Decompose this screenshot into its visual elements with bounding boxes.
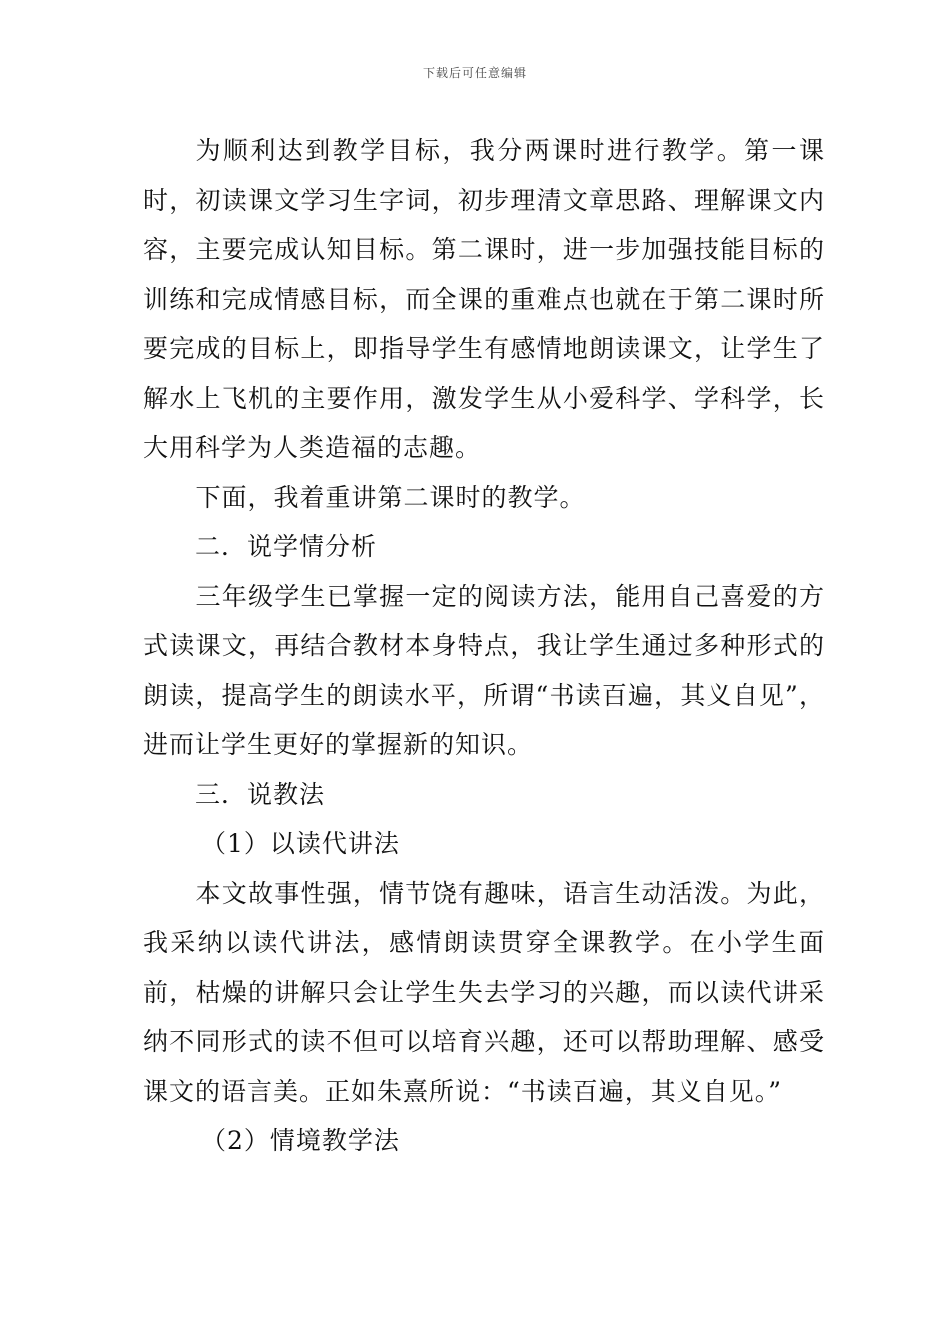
subheading-reading-method: （1）以读代讲法	[201, 829, 400, 858]
paragraph-student-analysis: 三年级学生已掌握一定的阅读方法，能用自己喜爱的方式读课文，再结合教材本身特点，我让学生通过多种形式的朗读，提高学生的朗读水平，所谓“书读百遍，其义自见”，进而让学生更好的掌握新的知识。	[143, 581, 825, 759]
section-heading-student-analysis: 二．说学情分析	[195, 532, 378, 561]
paragraph-reading-method: 本文故事性强，情节饶有趣味，语言生动活泼。为此，我采纳以读代讲法，感情朗读贯穿全课教学。在小学生面前，枯燥的讲解只会让学生失去学习的兴趣，而以读代讲采纳不同形式的读不但可以培育兴趣，还可以帮助理解、感受课文的语言美。正如朱熹所说：“书读百遍，其义自见。”	[143, 878, 825, 1106]
paragraph-focus-lesson: 下面，我着重讲第二课时的教学。	[195, 482, 586, 512]
subheading-situational-method: （2）情境教学法	[201, 1126, 400, 1155]
header-note: 下载后可任意编辑	[422, 66, 527, 80]
document-body	[143, 126, 825, 1166]
section-heading-teaching-method: 三．说教法	[195, 779, 326, 809]
paragraph-teaching-plan: 为顺利达到教学目标，我分两课时进行教学。第一课时，初读课文学习生字词，初步理清文章思路、理解课文内容，主要完成认知目标。第二课时，进一步加强技能目标的训练和完成情感目标，而全课的重难点也就在于第二课时所要完成的目标上，即指导学生有感情地朗读课文，让学生了解水上飞机的主要作用，激发学生从小爱科学、学科学，长大用科学为人类造福的志趣。	[143, 136, 825, 462]
